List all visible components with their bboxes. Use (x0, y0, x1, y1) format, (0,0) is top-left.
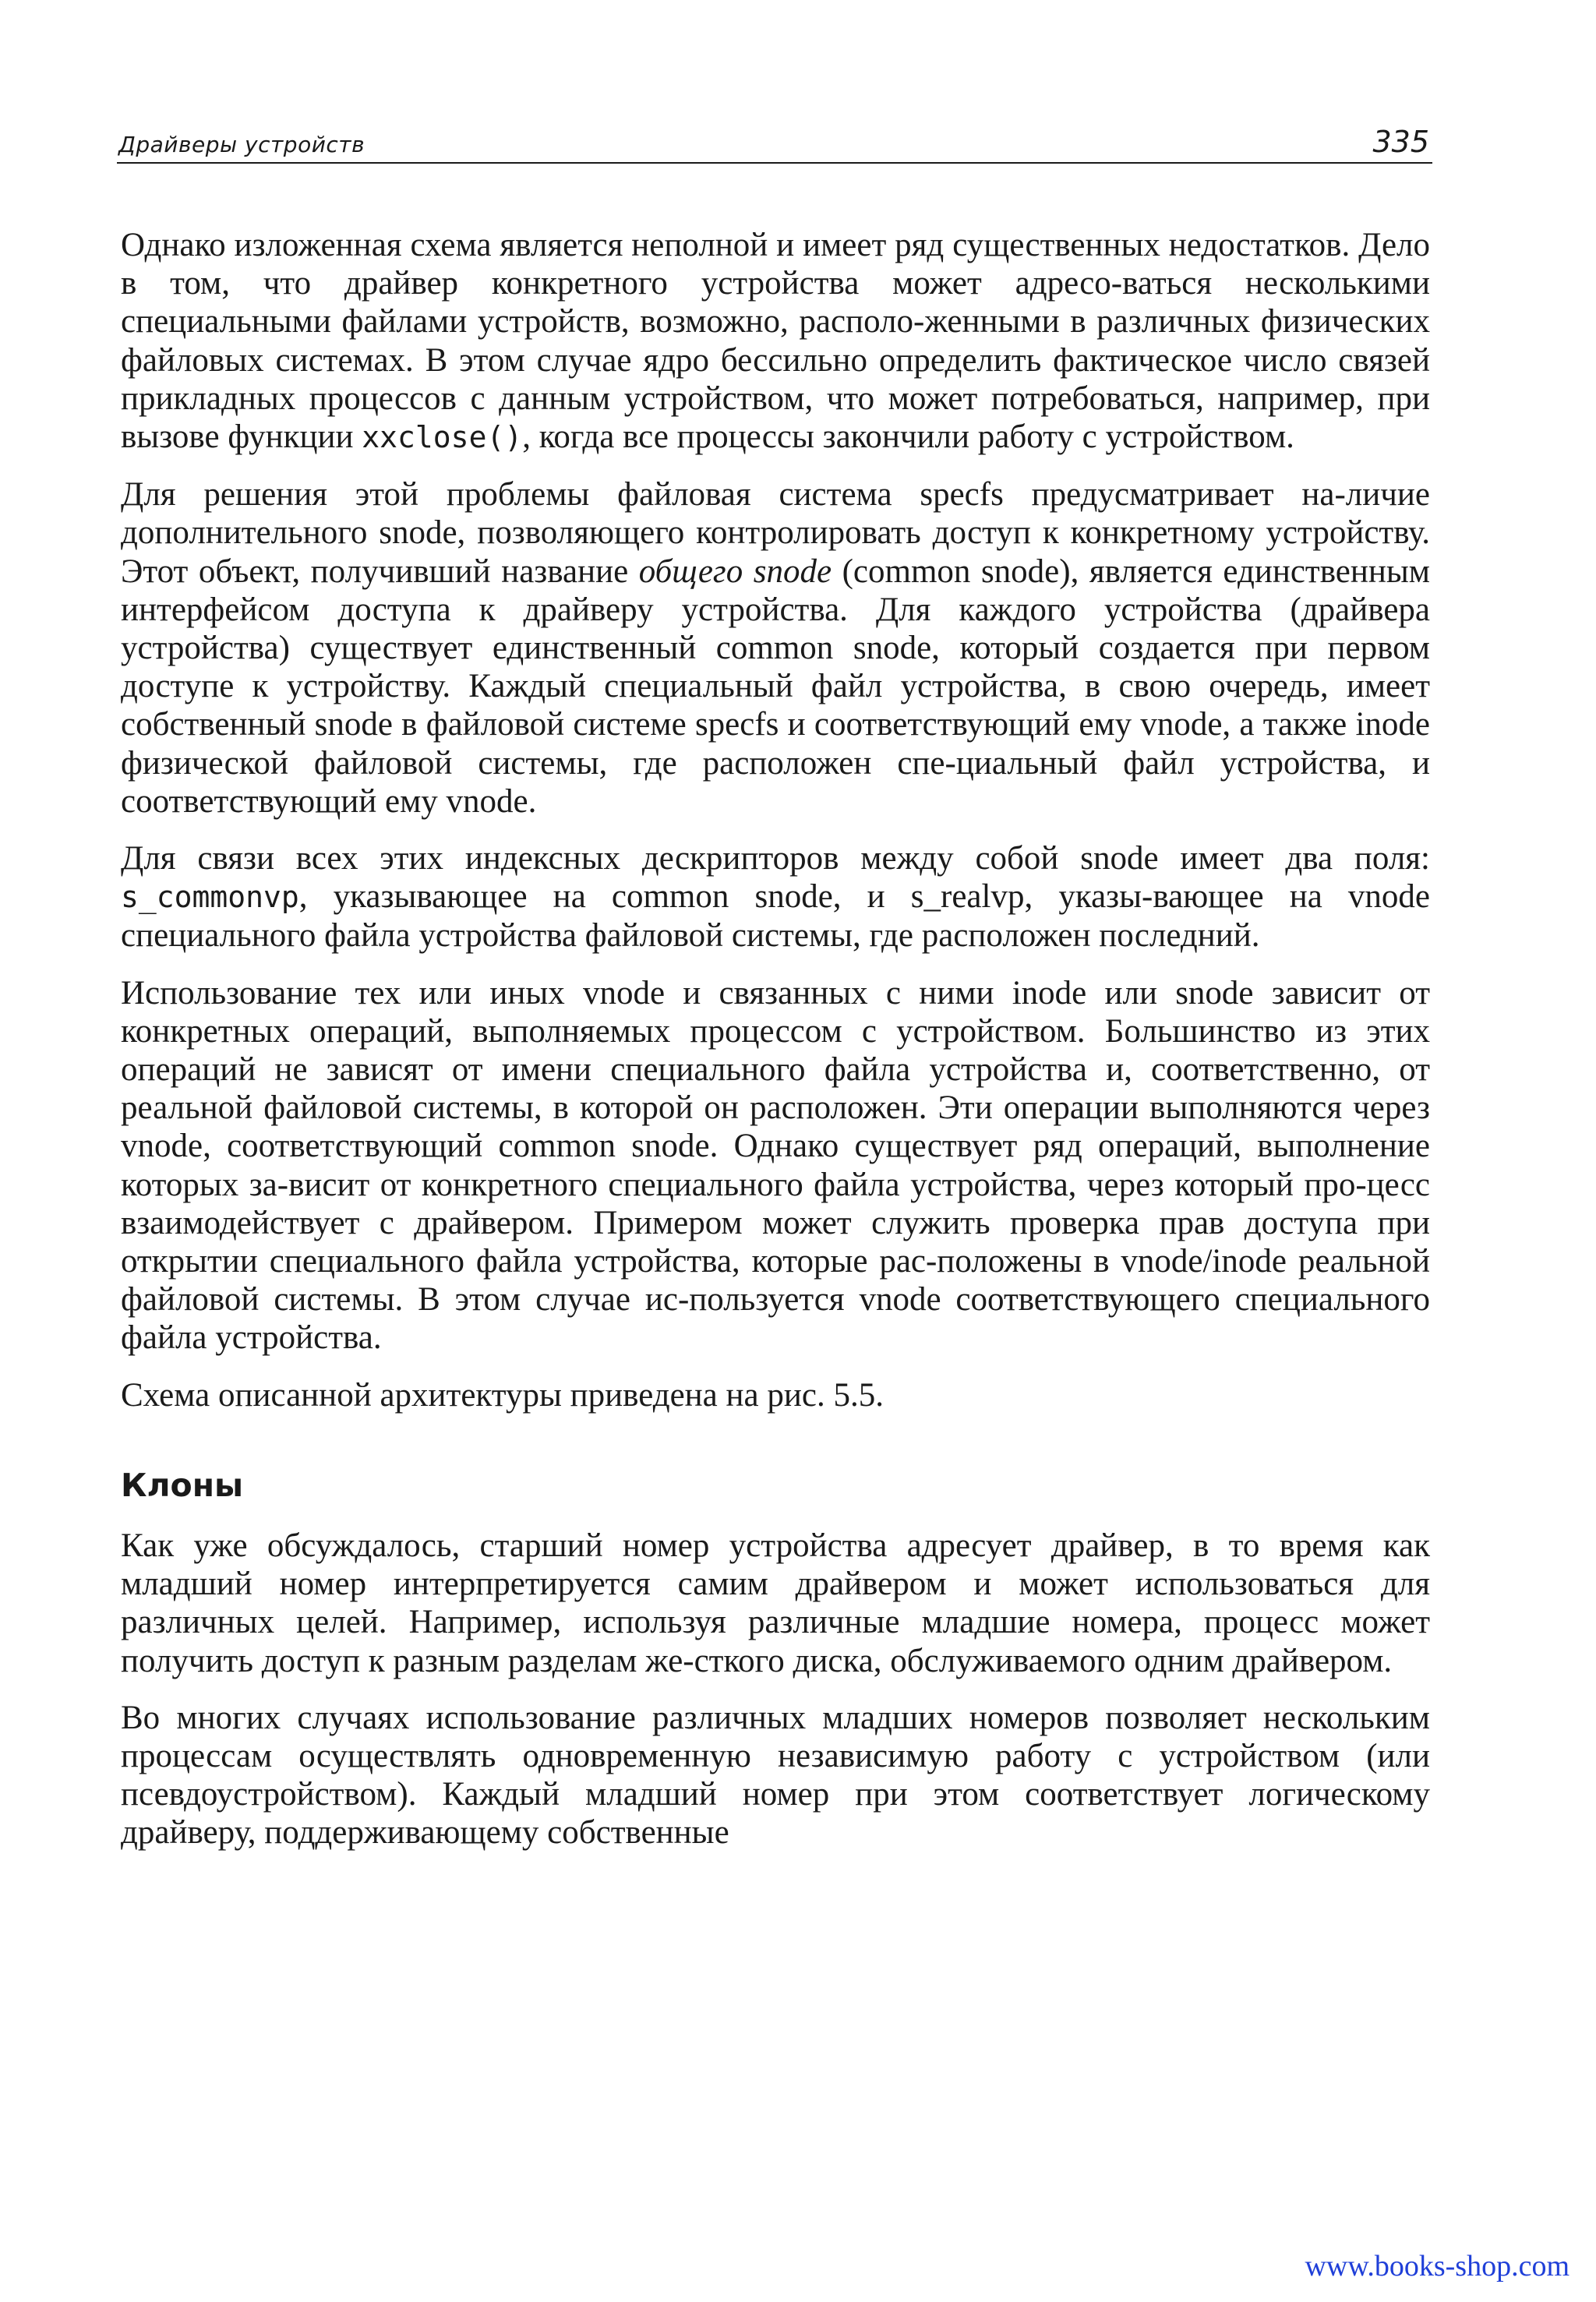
inline-code-s-commonvp: s_commonvp (121, 880, 299, 915)
paragraph-5: Схема описанной архитектуры приведена на рис. 5.5. (121, 1376, 884, 1414)
paragraph-1-text-end: , когда все процессы закончили работу с устройством. (522, 418, 1294, 456)
paragraph-6: Как уже обсуждалось, старший номер устройства адресует драйвер, в то время как младший номер интерпретируется самим драйвером и может использоваться для различных целей. Например, используя различные младшие номера, процесс может получить доступ к разным разделам же-сткого диска, обслуживаемого одним драйвером. (121, 1527, 1430, 1679)
paragraph-2 (121, 475, 1430, 821)
emphasis-common-snode: общего snode (638, 553, 832, 590)
paragraph-7: Во многих случаях использование различных младших номеров позволяет нескольким процессам осуществлять одновременную независимую работу с устройством (или псевдоустройством). Каждый младший номер при этом соответствует логическому драйверу, поддерживающему собственные (121, 1699, 1430, 1852)
inline-code-xxclose: xxclose() (362, 420, 523, 455)
paragraph-3 (121, 839, 1430, 955)
running-title: Драйверы устройств (118, 132, 365, 157)
paragraph-2-text-end: (common snode), является единственным интерфейсом доступа к драйверу устройства. Для каждого устройства (драйвера устройства) существует единственный common snode, который создается при первом доступе к устройству. Каждый специальный файл устройства, в свою очередь, имеет собственный snode в файловой системе specfs и соответствующий ему vnode, а также inode физической файловой системы, где расположен спе-циальный файл устройства, и соответствующий ему vnode. (121, 553, 1430, 820)
page-body (121, 226, 1430, 1871)
paragraph-1-text: Однако изложенная схема является неполной и имеет ряд существенных недостатков. Дело в том, что драйвер конкретного устройства может адресо-ваться несколькими специальными файлами устройств, возможно, располо-женными в различных физических файловых системах. В этом случае ядро бессильно определить фактическое число связей прикладных процессов с данным устройством, что может потребоваться, например, при вызове функции (121, 227, 1430, 456)
page-header (117, 118, 1432, 164)
section-heading: Клоны (121, 1466, 244, 1504)
page-number: 335 (1372, 125, 1429, 159)
paragraph-4: Использование тех или иных vnode и связанных с ними inode или snode зависит от конкретных операций, выполняемых процессом с устройством. Большинство из этих операций не зависят от имени специального файла устройства и, соответственно, от реальной файловой системы, в которой он расположен. Эти операции выполняются через vnode, соответствующий common snode. Однако существует ряд операций, выполнение которых за-висит от конкретного специального файла устройства, через который про-цесс взаимодействует с драйвером. Примером может служить проверка прав доступа при открытии специального файла устройства, которые рас-положены в vnode/inode реальной файловой системы. В этом случае ис-пользуется vnode соответствующего специального файла устройства. (121, 974, 1430, 1357)
paragraph-1 (121, 226, 1430, 457)
watermark-link[interactable]: www.books-shop.com (1305, 2250, 1570, 2283)
paragraph-3-text: Для связи всех этих индексных дескрипторов между собой snode имеет два поля: (121, 840, 1430, 877)
paragraph-3-text-end: , указывающее на common snode, и s_realvp, указы-вающее на vnode специального файла устройства файловой системы, где расположен последний. (121, 878, 1430, 955)
paragraph-2-text: Для решения этой проблемы файловая система specfs предусматривает на-личие дополнительного snode, позволяющего контролировать доступ к конкретному устройству. Этот объект, получивший название (121, 476, 1430, 590)
